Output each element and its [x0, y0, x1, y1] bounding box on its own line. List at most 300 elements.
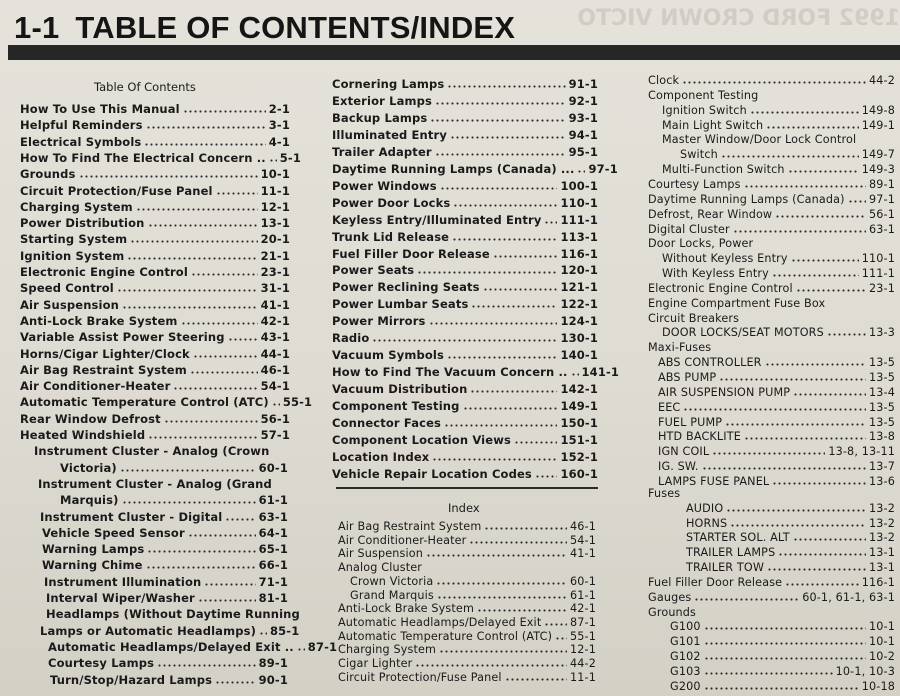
index-entry [338, 547, 596, 561]
index-entry [662, 104, 895, 118]
dot-leader [477, 602, 567, 612]
toc-entry [38, 477, 288, 491]
entry-page: 10-18 [861, 679, 895, 693]
entry-title: Air Bag Restraint System [20, 362, 187, 377]
dot-leader [122, 494, 256, 504]
index-entry [338, 657, 596, 671]
entry-page: 90-1 [258, 672, 288, 687]
index-entry [686, 531, 895, 545]
entry-page: 21-1 [260, 248, 290, 263]
title-text: TABLE OF CONTENTS/INDEX [75, 10, 516, 45]
entry-title: Horns/Cigar Lighter/Clock [20, 346, 190, 361]
entry-title: Location Index [332, 449, 430, 464]
dot-leader [144, 136, 265, 146]
index-entry [648, 178, 895, 192]
entry-page: 13-2 [869, 501, 895, 515]
entry-title: Courtesy Lamps [648, 177, 741, 191]
entry-title: Illuminated Entry [332, 127, 448, 142]
index-entry [686, 517, 895, 531]
entry-page: 71-1 [258, 574, 288, 589]
entry-page: 55-1 [282, 395, 313, 410]
entry-page: 10-2 [869, 650, 895, 664]
entry-title: How to Find The Vacuum Concern .. [332, 365, 568, 380]
toc-entry [332, 280, 598, 294]
entry-page: 13-3 [869, 326, 895, 340]
entry-page: 85-1 [270, 623, 300, 638]
toc-heading: Table Of Contents [94, 80, 196, 94]
entry-title: Warning Chime [42, 558, 143, 573]
dot-leader [436, 575, 567, 585]
dot-leader [535, 468, 558, 478]
dot-leader [682, 74, 866, 84]
entry-page: 12-1 [570, 643, 596, 657]
index-entry [350, 589, 596, 603]
toc-entry [332, 179, 598, 193]
toc-entry [332, 111, 598, 125]
dot-leader [297, 641, 305, 651]
entry-title: TRAILER LAMPS [686, 546, 776, 560]
entry-title: Air Conditioner-Heater [338, 533, 467, 547]
toc-entry [332, 247, 598, 261]
toc-entry [20, 379, 290, 393]
toc-entry [20, 216, 290, 230]
dot-leader [704, 635, 866, 645]
entry-title: HTD BACKLITE [658, 430, 741, 444]
entry-page: 11-1 [570, 670, 596, 684]
dot-leader [765, 356, 866, 366]
entry-title: G200 [670, 679, 701, 693]
entry-page: 63-1 [258, 509, 288, 524]
entry-title: Gauges [648, 590, 692, 604]
toc-entry [48, 656, 288, 670]
entry-title: G100 [670, 620, 701, 634]
entry-page: 160-1 [560, 466, 598, 481]
bleed-through-text: 1992 FORD CROWN VICTO [577, 6, 900, 31]
entry-title: Air Suspension [338, 547, 423, 561]
entry-title: IG. SW. [658, 460, 699, 474]
entry-page: 91-1 [568, 77, 598, 91]
entry-title: Electronic Engine Control [648, 281, 793, 295]
dot-leader [372, 332, 557, 342]
toc-entry [20, 118, 290, 132]
index-entry [338, 520, 596, 534]
entry-title: Anti-Lock Brake System [20, 313, 178, 328]
dot-leader [463, 400, 558, 410]
dot-leader [450, 129, 566, 139]
toc-entry [20, 167, 290, 181]
entry-title: Automatic Temperature Control (ATC) [20, 395, 269, 410]
entry-title: Daytime Running Lamps (Canada) [648, 192, 845, 206]
dot-leader [452, 231, 557, 241]
entry-page: 3-1 [268, 118, 290, 133]
entry-title: Radio [332, 331, 370, 346]
entry-title: Exterior Lamps [332, 93, 433, 108]
entry-title: Cigar Lighter [338, 657, 413, 670]
entry-page: 120-1 [560, 263, 598, 278]
toc-entry [332, 433, 598, 447]
dot-leader [712, 445, 825, 455]
entry-page: 63-1 [869, 222, 895, 236]
entry-page: 122-1 [560, 297, 598, 312]
entry-page: 54-1 [570, 533, 596, 547]
dot-leader [272, 396, 280, 406]
index-entry [662, 252, 895, 266]
dot-leader [694, 591, 799, 601]
entry-page: 13-2 [869, 516, 895, 530]
entry-title: STARTER SOL. ALT [686, 531, 790, 545]
toc-entry [20, 347, 290, 361]
toc-entry [44, 575, 288, 589]
entry-title: Fuses [648, 486, 681, 500]
dot-leader [193, 348, 258, 358]
entry-title: Courtesy Lamps [48, 656, 155, 671]
entry-title: Circuit Protection/Fuse Panel [20, 183, 213, 198]
entry-page: 121-1 [560, 280, 598, 295]
entry-page: 2-1 [268, 102, 290, 116]
index-entry [350, 575, 596, 589]
toc-entry [20, 330, 290, 344]
toc-entry [60, 493, 288, 507]
entry-page: 44-1 [260, 346, 290, 361]
index-entry [658, 356, 895, 370]
entry-page: 41-1 [570, 547, 596, 561]
header-rule [8, 45, 900, 60]
index-entry [662, 119, 895, 133]
dot-leader [778, 546, 866, 556]
entry-title: Fuel Filler Door Release [648, 575, 783, 589]
index-entry [658, 445, 895, 459]
index-entry [658, 460, 895, 474]
index-entry [658, 430, 895, 444]
entry-page: 94-1 [568, 127, 598, 142]
index-entry [648, 89, 895, 103]
entry-title: Speed Control [20, 281, 114, 296]
dot-leader [772, 475, 866, 485]
toc-entry [20, 265, 290, 279]
dot-leader [788, 163, 859, 173]
dot-leader [704, 665, 833, 675]
dot-leader [726, 502, 866, 512]
index-entry [648, 341, 895, 355]
entry-title: Keyless Entry/Illuminated Entry [332, 212, 542, 227]
toc-entry [332, 196, 598, 210]
toc-entry [20, 249, 290, 263]
entry-title: Anti-Lock Brake System [338, 602, 475, 616]
index-entry [662, 163, 895, 177]
entry-page: 13-5 [869, 400, 895, 414]
index-entry [686, 546, 895, 560]
entry-title: Door Locks, Power [648, 237, 754, 251]
entry-title: AUDIO [686, 501, 724, 515]
toc-entry [42, 542, 288, 556]
dot-leader [447, 349, 557, 359]
dot-leader [772, 267, 859, 277]
dot-leader [417, 264, 557, 274]
index-entry [648, 576, 895, 590]
entry-title: Trunk Lid Release [332, 229, 450, 244]
entry-title: Power Seats [332, 263, 415, 278]
index-entry [670, 620, 895, 634]
dot-leader [447, 78, 565, 88]
entry-title: Ignition System [20, 248, 125, 263]
entry-page: 93-1 [568, 110, 598, 125]
dot-leader [148, 429, 257, 439]
toc-entry [20, 135, 290, 149]
dot-leader [744, 178, 866, 188]
entry-title: Cornering Lamps [332, 77, 445, 91]
dot-leader [435, 146, 566, 156]
entry-page: 13-1 [869, 561, 895, 575]
entry-page: 149-1 [861, 118, 895, 132]
toc-entry [332, 365, 620, 380]
entry-title: Automatic Headlamps/Delayed Exit [338, 615, 542, 629]
entry-page: 44-2 [570, 657, 596, 670]
entry-title: AIR SUSPENSION PUMP [658, 385, 791, 399]
entry-title: How To Find The Electrical Concern .. [20, 150, 266, 165]
entry-title: Electrical Symbols [20, 134, 142, 149]
entry-page: 13-8, 13-11 [828, 445, 895, 459]
entry-page: 149-3 [861, 163, 895, 177]
entry-page: 57-1 [260, 428, 290, 442]
dot-leader [470, 383, 557, 393]
entry-page: 81-1 [258, 591, 288, 605]
toc-entry [20, 184, 290, 198]
dot-leader [555, 630, 567, 640]
dot-leader [415, 657, 567, 667]
entry-page: 12-1 [260, 199, 290, 214]
entry-page: 89-1 [869, 177, 895, 191]
dot-leader [544, 214, 557, 224]
entry-title: Maxi-Fuses [648, 341, 712, 355]
toc-entry [20, 428, 290, 442]
dot-leader [120, 462, 256, 472]
index-entry [648, 282, 895, 296]
entry-title: Defrost, Rear Window [648, 207, 773, 221]
entry-page: 56-1 [260, 411, 290, 426]
entry-page: 89-1 [258, 656, 288, 671]
index-entry [658, 371, 895, 385]
entry-page: 142-1 [560, 382, 598, 397]
entry-title: Connector Faces [332, 416, 442, 430]
dot-leader [181, 315, 258, 325]
toc-entry [332, 416, 598, 430]
entry-title: Vacuum Distribution [332, 382, 468, 397]
entry-title: ABS PUMP [658, 371, 717, 384]
entry-title: IGN COIL [658, 445, 710, 459]
entry-title: Marquis) [60, 493, 119, 508]
toc-entry [42, 526, 288, 540]
toc-entry [332, 161, 618, 176]
toc-entry [332, 331, 598, 345]
index-entry [648, 223, 895, 237]
dot-leader [493, 248, 558, 258]
index-entry [662, 267, 895, 281]
toc-entry [332, 467, 598, 481]
dot-leader [444, 417, 557, 427]
entry-title: Rear Window Defrost [20, 411, 161, 426]
toc-entry [332, 297, 598, 311]
entry-page: 149-8 [861, 103, 895, 117]
toc-entry [332, 263, 598, 277]
entry-page: 150-1 [560, 416, 598, 430]
entry-title: Circuit Protection/Fuse Panel [338, 670, 502, 684]
entry-page: 87-1 [307, 639, 338, 654]
index-entry [680, 148, 895, 162]
dot-leader [430, 112, 565, 122]
entry-title: Power Lumbar Seats [332, 297, 469, 312]
index-entry [686, 561, 895, 575]
entry-title: ABS CONTROLLER [658, 356, 762, 370]
index-entry [658, 401, 895, 415]
page-title [14, 10, 515, 46]
entry-page: 111-1 [560, 212, 598, 227]
toc-entry [20, 298, 290, 312]
entry-title: How To Use This Manual [20, 102, 180, 116]
index-entry [648, 606, 895, 620]
dot-leader [793, 386, 866, 396]
dot-leader [750, 104, 859, 114]
dot-leader [157, 657, 256, 667]
entry-title: Vehicle Repair Location Codes [332, 466, 532, 481]
entry-title: Power Mirrors [332, 314, 426, 329]
entry-title: Component Testing [332, 399, 460, 414]
dot-leader [767, 561, 866, 571]
index-entry [648, 591, 895, 605]
index-entry [338, 534, 596, 548]
toc-entry [332, 348, 598, 362]
dot-leader [191, 266, 258, 276]
entry-page: 23-1 [260, 265, 290, 279]
dot-leader [259, 625, 267, 635]
entry-title: Headlamps (Without Daytime Running [46, 607, 300, 622]
dot-leader [733, 223, 866, 233]
entry-title: Helpful Reminders [20, 118, 143, 133]
entry-title: FUEL PUMP [658, 415, 723, 429]
dot-leader [122, 299, 258, 309]
entry-page: 13-4 [869, 385, 895, 399]
entry-page: 13-6 [869, 474, 895, 488]
entry-title: Power Distribution [20, 216, 145, 231]
index-entry [338, 671, 596, 685]
dot-leader [702, 460, 866, 470]
entry-page: 60-1 [570, 574, 596, 588]
entry-title: Variable Assist Power Steering [20, 330, 225, 345]
entry-page: 13-7 [869, 460, 895, 474]
entry-title: Lamps or Automatic Headlamps) [40, 623, 256, 638]
dot-leader [453, 197, 557, 207]
dot-leader [188, 527, 256, 537]
entry-title: Instrument Cluster - Digital [40, 509, 223, 524]
entry-page: 124-1 [560, 314, 598, 329]
entry-title: Power Windows [332, 178, 437, 193]
dot-leader [216, 185, 258, 195]
dot-leader [544, 616, 567, 626]
entry-page: 46-1 [570, 520, 596, 533]
entry-page: 116-1 [560, 246, 598, 261]
toc-entry [60, 461, 288, 475]
index-entry [658, 386, 895, 400]
entry-page: 116-1 [861, 575, 895, 589]
dot-leader [429, 315, 558, 325]
entry-page: 65-1 [258, 542, 288, 557]
entry-page: 55-1 [570, 629, 596, 643]
toc-entry [34, 444, 288, 458]
index-entry [662, 326, 895, 340]
index-entry [648, 193, 895, 207]
dot-leader [439, 643, 567, 653]
index-entry [670, 650, 895, 664]
entry-title: TRAILER TOW [686, 561, 765, 575]
entry-title: Interval Wiper/Washer [46, 591, 195, 605]
index-entry [338, 630, 596, 644]
entry-title: Grounds [20, 167, 76, 182]
index-heading: Index [448, 501, 480, 515]
entry-page: 141-1 [581, 365, 620, 380]
dot-leader [204, 576, 255, 586]
entry-title: Daytime Running Lamps (Canada) ... [332, 161, 575, 176]
entry-title: Switch [680, 148, 718, 162]
dot-leader [571, 366, 579, 376]
entry-page: 31-1 [260, 281, 290, 296]
entry-title: Clock [648, 74, 680, 87]
toc-entry [42, 558, 288, 572]
entry-page: 60-1 [258, 460, 288, 475]
entry-page: 42-1 [570, 602, 596, 616]
entry-title: Warning Lamps [42, 542, 145, 557]
entry-page: 110-1 [560, 195, 598, 210]
entry-title: Victoria) [60, 460, 117, 475]
entry-page: 4-1 [268, 134, 290, 149]
entry-page: 60-1, 61-1, 63-1 [802, 590, 895, 604]
index-separator [336, 487, 598, 489]
toc-entry [20, 281, 290, 295]
dot-leader [704, 650, 866, 660]
dot-leader [484, 520, 567, 530]
entry-title: Instrument Cluster - Analog (Crown [34, 444, 270, 459]
toc-entry [40, 623, 300, 638]
dot-leader [198, 592, 256, 602]
entry-page: 92-1 [568, 93, 598, 108]
entry-page: 13-1 [869, 546, 895, 560]
entry-page: 10-1 [869, 620, 895, 634]
dot-leader [136, 201, 258, 211]
entry-page: 130-1 [560, 331, 598, 346]
entry-page: 111-1 [861, 267, 895, 281]
entry-title: Heated Windshield [20, 428, 146, 442]
dot-leader [147, 543, 255, 553]
entry-page: 149-1 [560, 399, 598, 414]
dot-leader [225, 511, 255, 521]
dot-leader [469, 534, 567, 544]
entry-page: 20-1 [260, 232, 290, 247]
dot-leader [432, 451, 557, 461]
toc-entry [332, 399, 598, 413]
index-entry [338, 561, 596, 575]
index-entry [338, 602, 596, 616]
toc-entry [20, 200, 290, 214]
dot-leader [730, 517, 866, 527]
toc-entry [332, 450, 598, 464]
dot-leader [827, 326, 866, 336]
entry-title: Turn/Stop/Hazard Lamps [50, 672, 213, 687]
dot-leader [164, 413, 258, 423]
entry-title: Main Light Switch [662, 118, 764, 132]
toc-entry [20, 102, 290, 116]
toc-entry [46, 591, 288, 605]
toc-entry [332, 213, 598, 227]
dot-leader [683, 401, 866, 411]
entry-title: LAMPS FUSE PANEL [658, 474, 770, 488]
